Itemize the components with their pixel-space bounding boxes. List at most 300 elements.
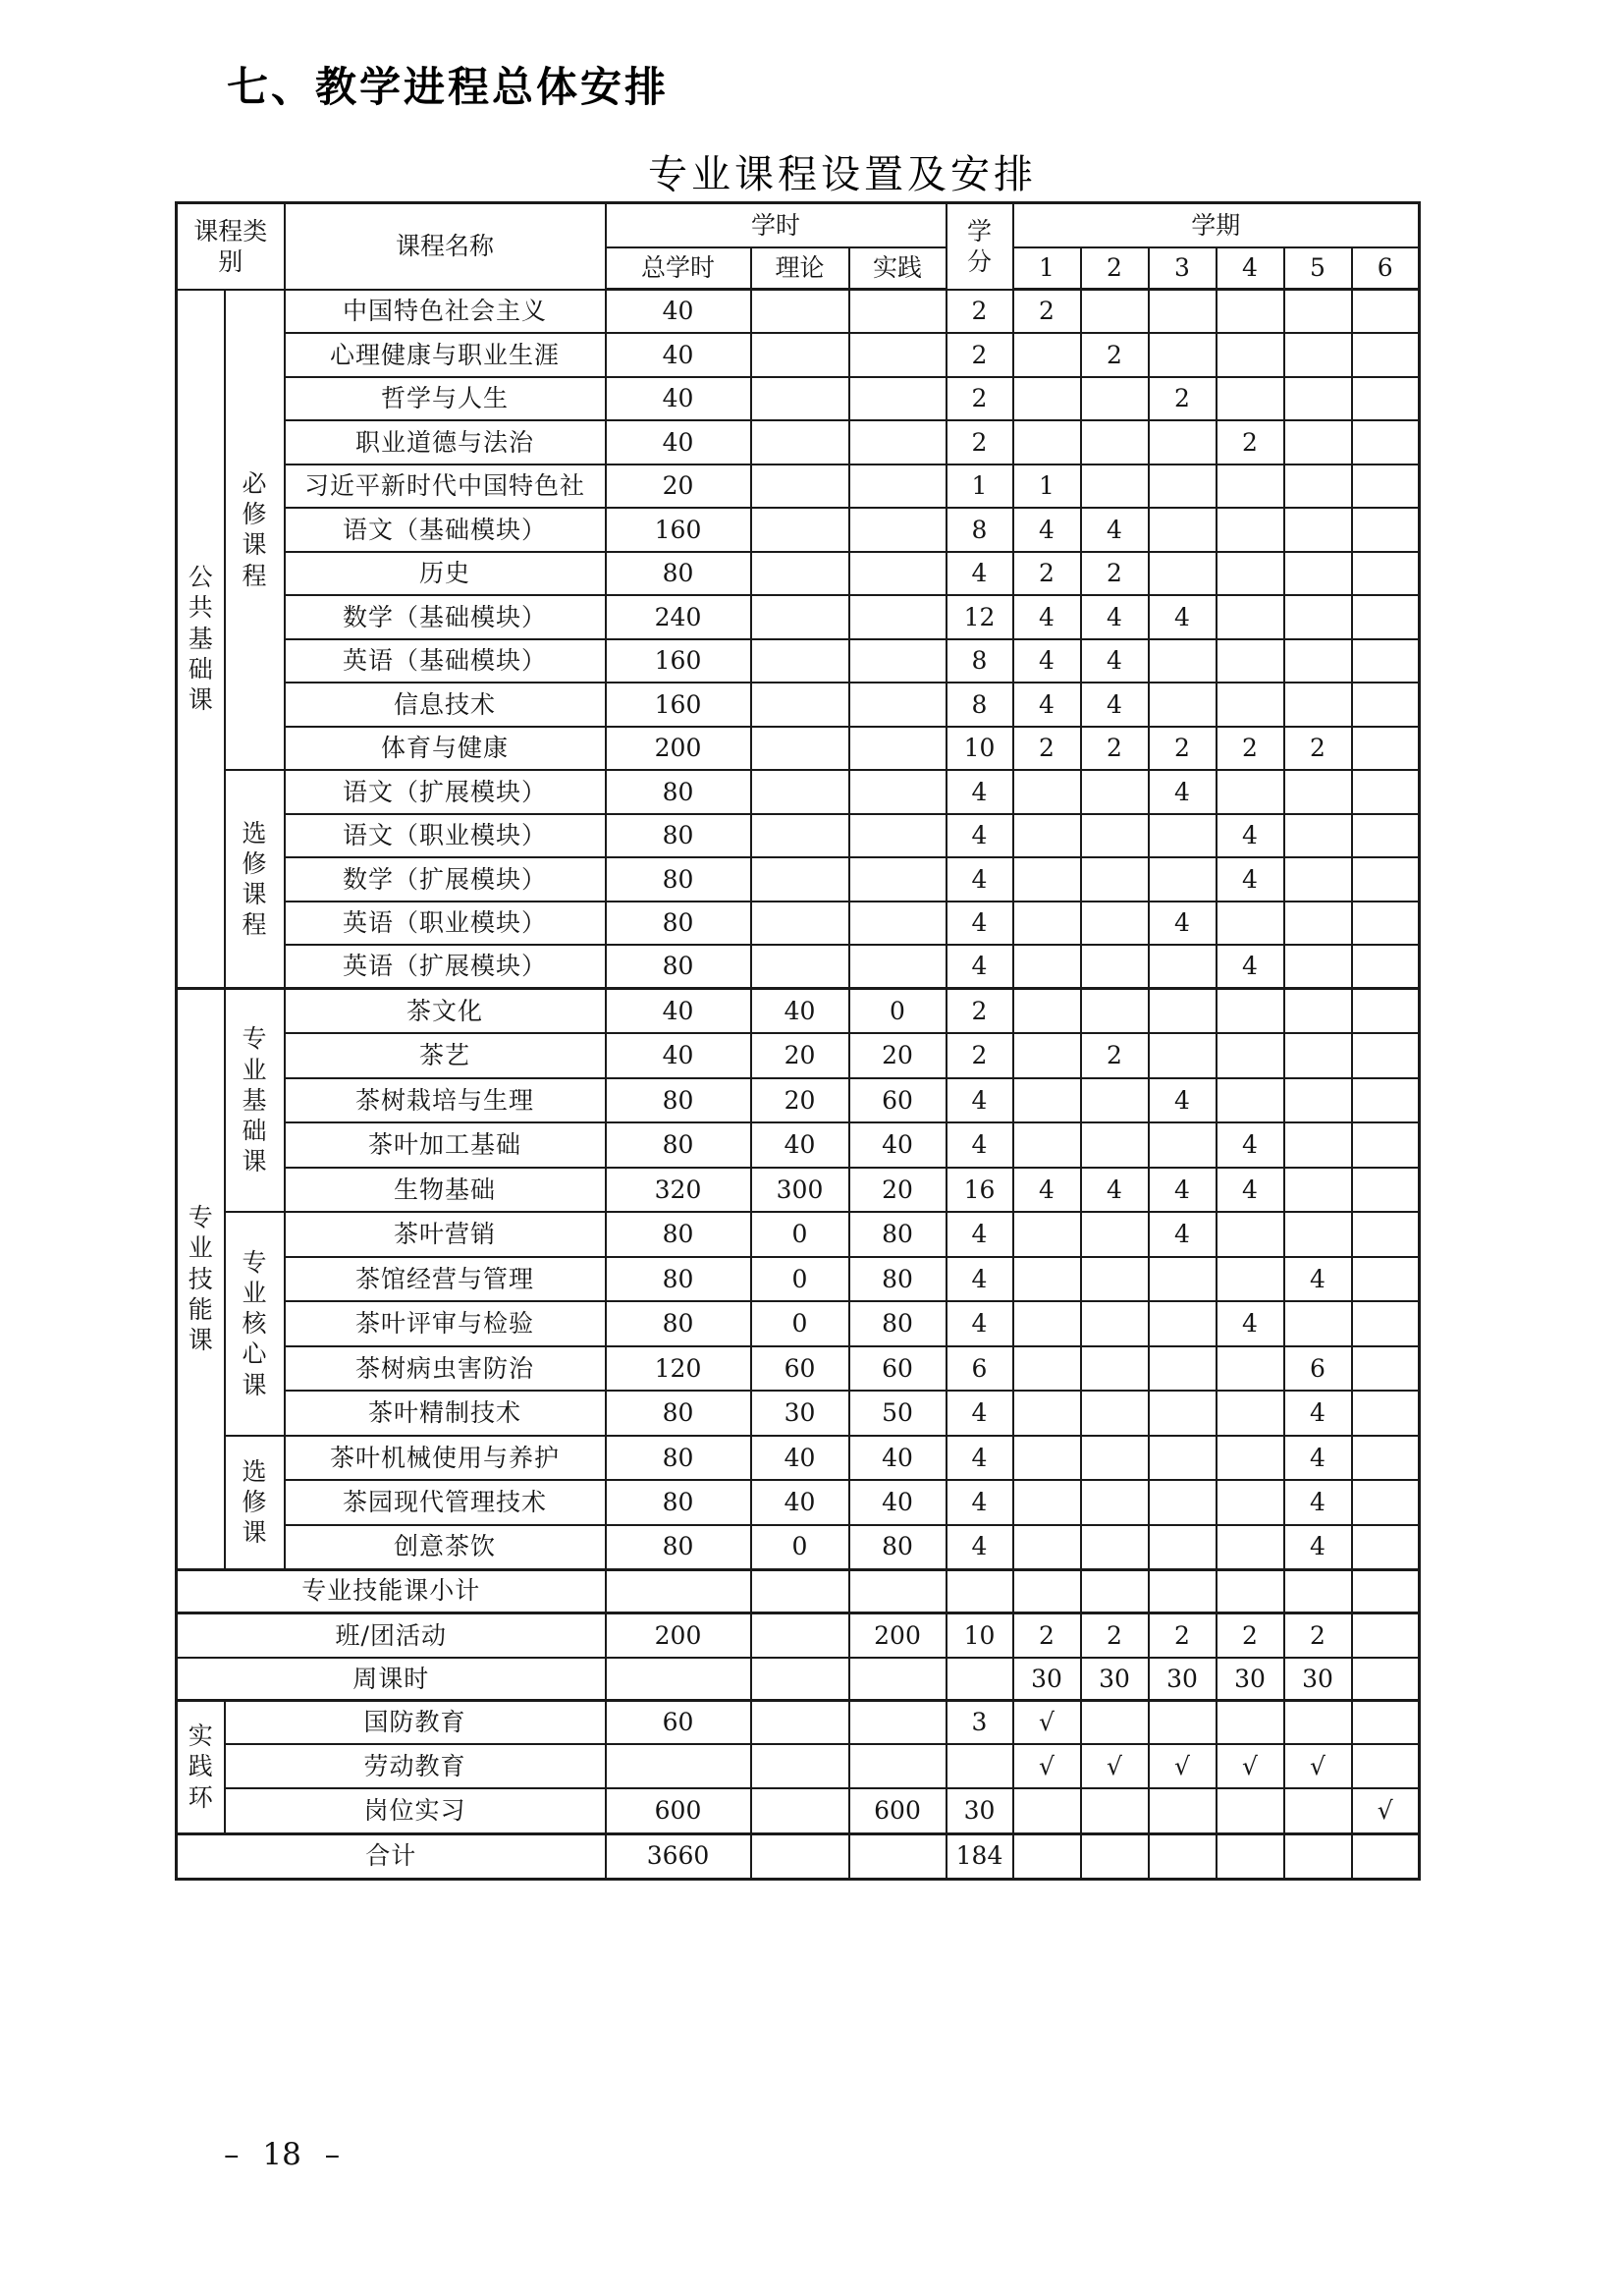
sem-3-cell [1149, 1833, 1217, 1879]
sem-6-cell [1352, 1436, 1420, 1481]
sem-5-cell [1284, 770, 1352, 814]
sem-2-cell [1081, 465, 1149, 509]
total-hours-cell: 200 [606, 1613, 751, 1658]
sem-2-cell: 2 [1081, 333, 1149, 377]
total-hours-cell: 240 [606, 595, 751, 639]
table-row [177, 420, 1420, 465]
practice-hours-cell [849, 1744, 947, 1788]
sem-5-cell: 4 [1284, 1480, 1352, 1525]
credits-cell: 4 [947, 1436, 1013, 1481]
theory-hours-cell: 40 [751, 1480, 849, 1525]
sem-1-cell [1013, 1525, 1081, 1570]
sem-5-cell [1284, 683, 1352, 727]
table-row [177, 1436, 1420, 1481]
sem-2-cell [1081, 1212, 1149, 1257]
theory-hours-cell: 40 [751, 989, 849, 1034]
sem-4-cell: √ [1217, 1744, 1284, 1788]
credits-cell: 4 [947, 1525, 1013, 1570]
course-name: 茶树病虫害防治 [285, 1346, 606, 1392]
sem-2-cell [1081, 1436, 1149, 1481]
theory-hours-cell: 40 [751, 1436, 849, 1481]
header-practice-hours: 实践 [849, 247, 947, 290]
sem-4-cell: 4 [1217, 1301, 1284, 1346]
sem-5-cell [1284, 377, 1352, 421]
course-name: 哲学与人生 [285, 377, 606, 421]
sem-3-cell [1149, 1525, 1217, 1570]
credits-cell: 2 [947, 1033, 1013, 1078]
sem-1-cell [1013, 814, 1081, 858]
course-name: 茶叶营销 [285, 1212, 606, 1257]
theory-hours-cell [751, 683, 849, 727]
sem-3-cell [1149, 1391, 1217, 1436]
course-name: 语文（扩展模块） [285, 770, 606, 814]
theory-hours-cell [751, 420, 849, 465]
header-category: 课程类 别 [177, 203, 285, 290]
sem-6-cell [1352, 552, 1420, 596]
credits-cell [947, 1658, 1013, 1700]
total-hours-cell: 320 [606, 1168, 751, 1213]
course-name: 生物基础 [285, 1168, 606, 1213]
total-hours-cell: 80 [606, 1257, 751, 1302]
sem-3-cell: √ [1149, 1744, 1217, 1788]
credits-cell: 2 [947, 377, 1013, 421]
practice-hours-cell [849, 377, 947, 421]
course-name: 班/团活动 [177, 1613, 606, 1658]
course-name: 茶叶评审与检验 [285, 1301, 606, 1346]
sem-3-cell [1149, 420, 1217, 465]
sem-5-cell [1284, 945, 1352, 989]
table-row [177, 1569, 1420, 1613]
credits-cell: 16 [947, 1168, 1013, 1213]
sem-6-cell [1352, 683, 1420, 727]
table-row [177, 1613, 1420, 1658]
sem-2-cell: 2 [1081, 727, 1149, 771]
theory-hours-cell [751, 639, 849, 683]
course-name: 专业技能课小计 [177, 1569, 606, 1613]
course-name: 数学（基础模块） [285, 595, 606, 639]
practice-hours-cell: 80 [849, 1257, 947, 1302]
sem-5-cell [1284, 1700, 1352, 1744]
sem-4-cell: 4 [1217, 814, 1284, 858]
sem-1-cell [1013, 1301, 1081, 1346]
course-name: 体育与健康 [285, 727, 606, 771]
theory-hours-cell: 0 [751, 1257, 849, 1302]
total-hours-cell: 20 [606, 465, 751, 509]
table-row [177, 1212, 1420, 1257]
sem-2-cell [1081, 290, 1149, 334]
header-sem-1: 1 [1013, 247, 1081, 290]
sem-2-cell: 2 [1081, 1033, 1149, 1078]
header-hours-group: 学时 [606, 203, 947, 247]
sem-5-cell: √ [1284, 1744, 1352, 1788]
table-title: 专业课程设置及安排 [648, 152, 1037, 197]
category-label-col-a: 专 业 技 能 课 [177, 989, 225, 1570]
total-hours-cell: 60 [606, 1700, 751, 1744]
sem-3-cell [1149, 290, 1217, 334]
sem-5-cell: 4 [1284, 1257, 1352, 1302]
sem-6-cell [1352, 989, 1420, 1034]
table-row [177, 1078, 1420, 1123]
sem-2-cell [1081, 1700, 1149, 1744]
course-name: 历史 [285, 552, 606, 596]
sem-1-cell [1013, 989, 1081, 1034]
sem-6-cell [1352, 727, 1420, 771]
credits-cell: 4 [947, 552, 1013, 596]
sem-3-cell [1149, 1788, 1217, 1833]
sem-4-cell [1217, 1212, 1284, 1257]
sem-1-cell [1013, 1569, 1081, 1613]
sem-4-cell [1217, 1257, 1284, 1302]
sem-1-cell [1013, 902, 1081, 946]
sem-3-cell [1149, 814, 1217, 858]
practice-hours-cell [849, 683, 947, 727]
total-hours-cell: 80 [606, 770, 751, 814]
course-name: 数学（扩展模块） [285, 857, 606, 902]
sem-5-cell [1284, 1569, 1352, 1613]
credits-cell: 6 [947, 1346, 1013, 1392]
category-label-col-a: 公 共 基 础 课 [177, 290, 225, 989]
table-row [177, 1391, 1420, 1436]
practice-hours-cell: 60 [849, 1078, 947, 1123]
practice-hours-cell [849, 857, 947, 902]
sem-6-cell [1352, 1613, 1420, 1658]
total-hours-cell: 160 [606, 639, 751, 683]
practice-hours-cell [849, 1658, 947, 1700]
sem-3-cell [1149, 1301, 1217, 1346]
total-hours-cell: 80 [606, 945, 751, 989]
credits-cell: 4 [947, 1301, 1013, 1346]
theory-hours-cell: 30 [751, 1391, 849, 1436]
sem-3-cell [1149, 1436, 1217, 1481]
sem-3-cell [1149, 1033, 1217, 1078]
sem-3-cell [1149, 989, 1217, 1034]
practice-hours-cell: 600 [849, 1788, 947, 1833]
sem-5-cell [1284, 1033, 1352, 1078]
table-row [177, 902, 1420, 946]
sem-5-cell: 2 [1284, 727, 1352, 771]
theory-hours-cell: 40 [751, 1122, 849, 1168]
sem-5-cell [1284, 1788, 1352, 1833]
credits-cell: 2 [947, 420, 1013, 465]
table-row [177, 1346, 1420, 1392]
credits-cell [947, 1744, 1013, 1788]
practice-hours-cell [849, 595, 947, 639]
sem-1-cell: 2 [1013, 727, 1081, 771]
sem-5-cell: 4 [1284, 1436, 1352, 1481]
credits-cell: 4 [947, 1257, 1013, 1302]
theory-hours-cell: 0 [751, 1525, 849, 1570]
sem-4-cell [1217, 552, 1284, 596]
credits-cell: 12 [947, 595, 1013, 639]
sem-4-cell [1217, 595, 1284, 639]
credits-cell: 4 [947, 1212, 1013, 1257]
sem-1-cell [1013, 1480, 1081, 1525]
sem-4-cell [1217, 1033, 1284, 1078]
course-name: 中国特色社会主义 [285, 290, 606, 334]
sem-5-cell [1284, 1168, 1352, 1213]
sem-3-cell [1149, 508, 1217, 552]
sem-1-cell: 30 [1013, 1658, 1081, 1700]
sem-6-cell [1352, 1033, 1420, 1078]
sem-3-cell [1149, 1700, 1217, 1744]
header-total-hours: 总学时 [606, 247, 751, 290]
credits-cell: 4 [947, 814, 1013, 858]
table-row [177, 290, 1420, 334]
theory-hours-cell [751, 857, 849, 902]
practice-hours-cell [849, 727, 947, 771]
sem-2-cell: √ [1081, 1744, 1149, 1788]
theory-hours-cell [751, 377, 849, 421]
sem-3-cell: 2 [1149, 1613, 1217, 1658]
total-hours-cell: 80 [606, 814, 751, 858]
credits-cell: 4 [947, 1480, 1013, 1525]
course-name: 茶文化 [285, 989, 606, 1034]
theory-hours-cell [751, 465, 849, 509]
sem-3-cell [1149, 945, 1217, 989]
sem-4-cell [1217, 989, 1284, 1034]
total-hours-cell: 80 [606, 1391, 751, 1436]
practice-hours-cell [849, 639, 947, 683]
table-row [177, 333, 1420, 377]
header-sem-4: 4 [1217, 247, 1284, 290]
sem-1-cell [1013, 945, 1081, 989]
sem-3-cell [1149, 857, 1217, 902]
practice-hours-cell: 60 [849, 1346, 947, 1392]
course-name: 合计 [177, 1833, 606, 1879]
practice-hours-cell [849, 770, 947, 814]
sem-2-cell [1081, 1346, 1149, 1392]
sem-4-cell [1217, 1078, 1284, 1123]
course-name: 语文（职业模块） [285, 814, 606, 858]
sem-4-cell: 30 [1217, 1658, 1284, 1700]
sem-6-cell [1352, 1480, 1420, 1525]
practice-hours-cell: 40 [849, 1480, 947, 1525]
table-row [177, 1301, 1420, 1346]
total-hours-cell: 80 [606, 1480, 751, 1525]
sem-3-cell: 4 [1149, 902, 1217, 946]
theory-hours-cell [751, 770, 849, 814]
sem-5-cell [1284, 1122, 1352, 1168]
course-name: 语文（基础模块） [285, 508, 606, 552]
sem-4-cell: 4 [1217, 1168, 1284, 1213]
sem-6-cell [1352, 1833, 1420, 1879]
sem-3-cell: 4 [1149, 595, 1217, 639]
table-row [177, 508, 1420, 552]
sem-1-cell [1013, 1436, 1081, 1481]
course-name: 茶园现代管理技术 [285, 1480, 606, 1525]
sem-2-cell [1081, 1391, 1149, 1436]
category-label-col-b: 专 业 核 心 课 [225, 1212, 285, 1436]
sem-1-cell [1013, 1788, 1081, 1833]
total-hours-cell: 80 [606, 1436, 751, 1481]
practice-hours-cell [849, 902, 947, 946]
sem-1-cell [1013, 1122, 1081, 1168]
sem-5-cell [1284, 989, 1352, 1034]
sem-3-cell [1149, 683, 1217, 727]
credits-cell: 2 [947, 290, 1013, 334]
sem-4-cell [1217, 290, 1284, 334]
table-row [177, 1525, 1420, 1570]
theory-hours-cell: 0 [751, 1301, 849, 1346]
theory-hours-cell [751, 727, 849, 771]
credits-cell: 4 [947, 1391, 1013, 1436]
theory-hours-cell [751, 508, 849, 552]
sem-3-cell: 30 [1149, 1658, 1217, 1700]
credits-cell: 8 [947, 508, 1013, 552]
sem-3-cell: 4 [1149, 1078, 1217, 1123]
sem-6-cell [1352, 1658, 1420, 1700]
sem-4-cell [1217, 1436, 1284, 1481]
course-name: 茶艺 [285, 1033, 606, 1078]
total-hours-cell: 40 [606, 333, 751, 377]
course-name: 英语（职业模块） [285, 902, 606, 946]
course-name: 岗位实习 [225, 1788, 606, 1833]
sem-2-cell: 4 [1081, 595, 1149, 639]
sem-4-cell [1217, 770, 1284, 814]
sem-4-cell: 2 [1217, 727, 1284, 771]
credits-cell: 10 [947, 1613, 1013, 1658]
sem-3-cell: 2 [1149, 727, 1217, 771]
course-name: 国防教育 [225, 1700, 606, 1744]
sem-5-cell [1284, 420, 1352, 465]
sem-6-cell [1352, 333, 1420, 377]
sem-6-cell [1352, 1212, 1420, 1257]
table-row [177, 1480, 1420, 1525]
theory-hours-cell [751, 1569, 849, 1613]
practice-hours-cell: 20 [849, 1168, 947, 1213]
table-row [177, 595, 1420, 639]
credits-cell: 4 [947, 945, 1013, 989]
sem-1-cell: 2 [1013, 552, 1081, 596]
total-hours-cell: 160 [606, 508, 751, 552]
theory-hours-cell [751, 1700, 849, 1744]
sem-1-cell [1013, 377, 1081, 421]
sem-5-cell [1284, 639, 1352, 683]
sem-5-cell [1284, 290, 1352, 334]
sem-5-cell [1284, 595, 1352, 639]
practice-hours-cell: 40 [849, 1436, 947, 1481]
credits-cell: 8 [947, 683, 1013, 727]
sem-1-cell [1013, 1033, 1081, 1078]
category-label-col-b: 必 修 课 程 [225, 290, 285, 771]
sem-1-cell [1013, 333, 1081, 377]
category-label-col-b: 专 业 基 础 课 [225, 989, 285, 1213]
table-row [177, 1257, 1420, 1302]
total-hours-cell: 120 [606, 1346, 751, 1392]
total-hours-cell: 600 [606, 1788, 751, 1833]
sem-1-cell [1013, 1078, 1081, 1123]
practice-hours-cell [849, 420, 947, 465]
practice-hours-cell [849, 552, 947, 596]
credits-cell: 2 [947, 989, 1013, 1034]
practice-hours-cell [849, 290, 947, 334]
sem-6-cell [1352, 902, 1420, 946]
theory-hours-cell [751, 333, 849, 377]
total-hours-cell [606, 1658, 751, 1700]
sem-5-cell [1284, 1833, 1352, 1879]
credits-cell [947, 1569, 1013, 1613]
course-name: 茶叶机械使用与养护 [285, 1436, 606, 1481]
theory-hours-cell [751, 552, 849, 596]
practice-hours-cell [849, 333, 947, 377]
course-name: 习近平新时代中国特色社 [285, 465, 606, 509]
sem-2-cell [1081, 814, 1149, 858]
practice-hours-cell: 200 [849, 1613, 947, 1658]
total-hours-cell: 80 [606, 1525, 751, 1570]
theory-hours-cell [751, 595, 849, 639]
sem-6-cell [1352, 770, 1420, 814]
sem-1-cell: 4 [1013, 639, 1081, 683]
sem-2-cell [1081, 945, 1149, 989]
total-hours-cell: 80 [606, 1122, 751, 1168]
sem-2-cell [1081, 1122, 1149, 1168]
credits-cell: 4 [947, 1078, 1013, 1123]
theory-hours-cell [751, 1613, 849, 1658]
table-row [177, 552, 1420, 596]
sem-4-cell: 4 [1217, 857, 1284, 902]
credits-cell: 3 [947, 1700, 1013, 1744]
sem-4-cell [1217, 683, 1284, 727]
sem-4-cell: 2 [1217, 420, 1284, 465]
theory-hours-cell [751, 1744, 849, 1788]
sem-4-cell [1217, 465, 1284, 509]
sem-6-cell [1352, 508, 1420, 552]
course-name: 茶叶加工基础 [285, 1122, 606, 1168]
sem-5-cell [1284, 902, 1352, 946]
total-hours-cell: 80 [606, 1212, 751, 1257]
sem-2-cell [1081, 1301, 1149, 1346]
theory-hours-cell [751, 1658, 849, 1700]
category-label-col-b: 选 修 课 [225, 1436, 285, 1570]
sem-5-cell [1284, 857, 1352, 902]
sem-2-cell [1081, 857, 1149, 902]
sem-2-cell [1081, 1525, 1149, 1570]
sem-1-cell: 1 [1013, 465, 1081, 509]
practice-hours-cell: 80 [849, 1212, 947, 1257]
sem-2-cell [1081, 902, 1149, 946]
sem-1-cell: 4 [1013, 1168, 1081, 1213]
table-row [177, 1168, 1420, 1213]
credits-cell: 8 [947, 639, 1013, 683]
sem-1-cell [1013, 1833, 1081, 1879]
sem-6-cell [1352, 814, 1420, 858]
sem-2-cell [1081, 989, 1149, 1034]
sem-2-cell [1081, 1078, 1149, 1123]
sem-2-cell: 4 [1081, 1168, 1149, 1213]
course-name: 英语（基础模块） [285, 639, 606, 683]
theory-hours-cell: 0 [751, 1212, 849, 1257]
header-credits: 学 分 [947, 203, 1013, 290]
sem-4-cell [1217, 902, 1284, 946]
total-hours-cell: 40 [606, 290, 751, 334]
course-name: 劳动教育 [225, 1744, 606, 1788]
sem-5-cell [1284, 508, 1352, 552]
sem-2-cell: 2 [1081, 552, 1149, 596]
practice-hours-cell [849, 508, 947, 552]
course-name: 英语（扩展模块） [285, 945, 606, 989]
sem-4-cell [1217, 377, 1284, 421]
sem-2-cell: 4 [1081, 508, 1149, 552]
sem-2-cell [1081, 377, 1149, 421]
credits-cell: 2 [947, 333, 1013, 377]
theory-hours-cell [751, 814, 849, 858]
sem-6-cell [1352, 1744, 1420, 1788]
sem-6-cell [1352, 290, 1420, 334]
category-label-col-a: 实 践 环 [177, 1700, 225, 1833]
sem-1-cell: 2 [1013, 1613, 1081, 1658]
header-sem-5: 5 [1284, 247, 1352, 290]
section-heading: 七、教学进程总体安排 [227, 64, 670, 110]
